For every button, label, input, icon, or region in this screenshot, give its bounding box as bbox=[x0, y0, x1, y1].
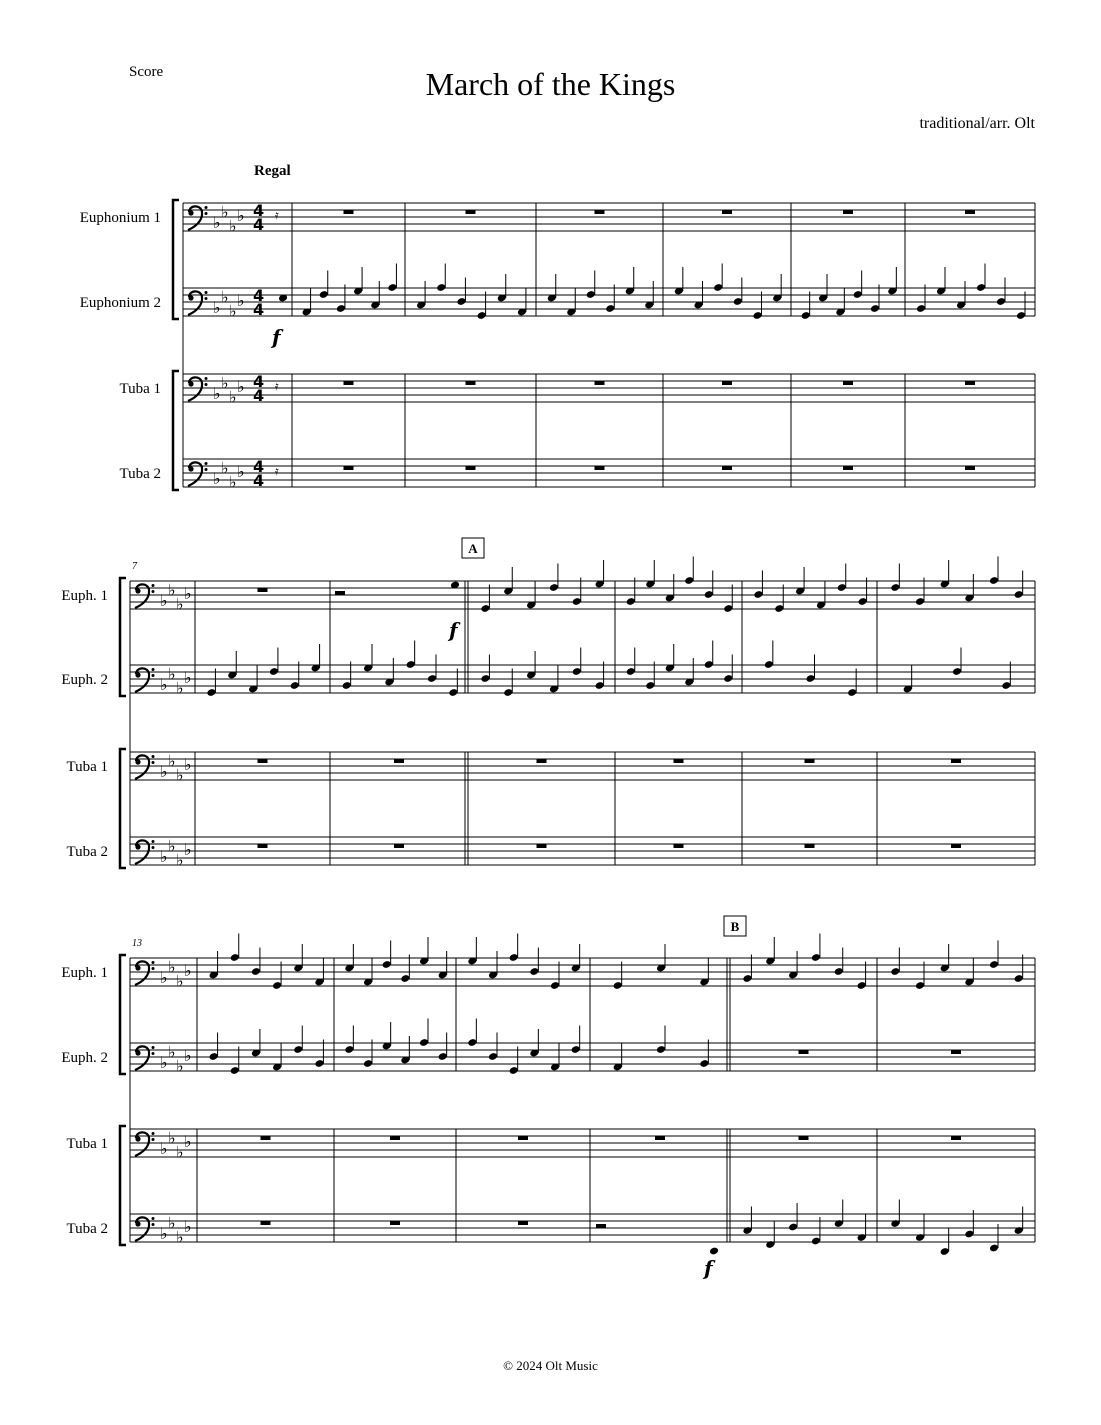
flat-icon: ♭ bbox=[221, 202, 229, 222]
flat-icon: ♭ bbox=[184, 961, 192, 980]
instrument-label: Euph. 1 bbox=[61, 588, 108, 604]
flat-icon: ♭ bbox=[184, 755, 192, 774]
whole-rest-icon bbox=[951, 1050, 961, 1054]
bass-clef-dot bbox=[152, 674, 155, 677]
bass-clef-dot bbox=[205, 462, 208, 465]
flat-icon: ♭ bbox=[176, 765, 184, 785]
flat-icon: ♭ bbox=[184, 840, 192, 859]
whole-rest-icon bbox=[843, 381, 853, 385]
flat-icon: ♭ bbox=[184, 668, 192, 687]
time-signature-numerator: 4 bbox=[253, 372, 265, 391]
copyright-footer: © 2024 Olt Music bbox=[503, 1358, 598, 1373]
whole-rest-icon bbox=[595, 466, 605, 470]
instrument-label: Euphonium 1 bbox=[79, 210, 161, 226]
flat-icon: ♭ bbox=[229, 301, 237, 321]
whole-rest-icon bbox=[261, 1136, 271, 1140]
whole-rest-icon bbox=[344, 210, 354, 214]
flat-icon: ♭ bbox=[168, 1213, 176, 1233]
flat-icon: ♭ bbox=[168, 580, 176, 600]
time-signature-denominator: 4 bbox=[253, 300, 265, 319]
dynamic-marking: f bbox=[449, 618, 458, 642]
bass-clef-dot bbox=[188, 381, 193, 386]
whole-rest-icon bbox=[466, 466, 476, 470]
flat-icon: ♭ bbox=[168, 664, 176, 684]
whole-rest-icon bbox=[466, 381, 476, 385]
whole-rest-icon bbox=[965, 210, 975, 214]
half-rest-icon bbox=[335, 591, 345, 595]
bass-clef-dot bbox=[205, 377, 208, 380]
whole-rest-icon bbox=[655, 1136, 665, 1140]
time-signature-numerator: 4 bbox=[253, 457, 265, 476]
whole-rest-icon bbox=[258, 844, 268, 848]
bass-clef-dot bbox=[135, 1050, 140, 1055]
bass-clef-dot bbox=[152, 1046, 155, 1049]
tuba-bracket bbox=[120, 1126, 126, 1245]
flat-icon: ♭ bbox=[176, 678, 184, 698]
instrument-label: Tuba 1 bbox=[119, 381, 161, 397]
flat-icon: ♭ bbox=[176, 1056, 184, 1076]
flat-icon: ♭ bbox=[213, 469, 221, 488]
sixteenth-rest-icon: 𝄿 bbox=[275, 464, 279, 478]
whole-rest-icon bbox=[595, 210, 605, 214]
bass-clef-dot bbox=[152, 584, 155, 587]
bass-clef-dot bbox=[188, 295, 193, 300]
flat-icon: ♭ bbox=[160, 591, 168, 610]
flat-icon: ♭ bbox=[176, 850, 184, 870]
bass-clef-dot bbox=[152, 668, 155, 671]
instrument-label: Tuba 2 bbox=[66, 1221, 108, 1237]
bass-clef-dot bbox=[135, 759, 140, 764]
flat-icon: ♭ bbox=[160, 1224, 168, 1243]
rehearsal-mark: A bbox=[468, 541, 478, 556]
euphonium-bracket bbox=[120, 955, 126, 1074]
flat-icon: ♭ bbox=[168, 751, 176, 771]
bass-clef-dot bbox=[152, 755, 155, 758]
bass-clef-dot bbox=[152, 1138, 155, 1141]
arranger-credit: traditional/arr. Olt bbox=[919, 115, 1035, 132]
flat-icon: ♭ bbox=[237, 462, 245, 481]
whole-rest-icon bbox=[722, 466, 732, 470]
whole-rest-icon bbox=[261, 1221, 271, 1225]
bass-clef-dot bbox=[188, 466, 193, 471]
flat-icon: ♭ bbox=[213, 298, 221, 317]
flat-icon: ♭ bbox=[229, 387, 237, 407]
flat-icon: ♭ bbox=[176, 594, 184, 614]
bass-clef-dot bbox=[152, 1052, 155, 1055]
bass-clef-dot bbox=[205, 291, 208, 294]
whole-rest-icon bbox=[390, 1221, 400, 1225]
bass-clef-dot bbox=[152, 761, 155, 764]
euphonium-bracket bbox=[173, 200, 179, 319]
whole-rest-icon bbox=[674, 759, 684, 763]
bass-clef-dot bbox=[152, 846, 155, 849]
flat-icon: ♭ bbox=[160, 1139, 168, 1158]
rehearsal-mark: B bbox=[730, 919, 740, 934]
score-label: Score bbox=[129, 64, 164, 80]
time-signature-numerator: 4 bbox=[253, 286, 265, 305]
whole-rest-icon bbox=[722, 381, 732, 385]
flat-icon: ♭ bbox=[184, 1046, 192, 1065]
whole-rest-icon bbox=[951, 1136, 961, 1140]
whole-rest-icon bbox=[344, 381, 354, 385]
flat-icon: ♭ bbox=[168, 1042, 176, 1062]
bass-clef-dot bbox=[135, 844, 140, 849]
whole-rest-icon bbox=[722, 210, 732, 214]
whole-rest-icon bbox=[965, 381, 975, 385]
bass-clef-dot bbox=[135, 965, 140, 970]
instrument-label: Euph. 2 bbox=[61, 672, 108, 688]
bass-clef-dot bbox=[152, 840, 155, 843]
flat-icon: ♭ bbox=[229, 216, 237, 236]
tuba-bracket bbox=[173, 371, 179, 490]
whole-rest-icon bbox=[595, 381, 605, 385]
flat-icon: ♭ bbox=[184, 1217, 192, 1236]
flat-icon: ♭ bbox=[221, 287, 229, 307]
flat-icon: ♭ bbox=[184, 584, 192, 603]
whole-rest-icon bbox=[951, 759, 961, 763]
euphonium-bracket bbox=[120, 578, 126, 696]
whole-rest-icon bbox=[799, 1136, 809, 1140]
instrument-label: Tuba 1 bbox=[66, 759, 108, 775]
dynamic-marking: f bbox=[272, 325, 281, 349]
flat-icon: ♭ bbox=[229, 472, 237, 492]
time-signature-denominator: 4 bbox=[253, 215, 265, 234]
whole-rest-icon bbox=[537, 759, 547, 763]
bass-clef-dot bbox=[152, 590, 155, 593]
bass-clef-dot bbox=[152, 1132, 155, 1135]
sixteenth-rest-icon: 𝄿 bbox=[275, 379, 279, 393]
whole-rest-icon bbox=[805, 759, 815, 763]
bass-clef-dot bbox=[152, 967, 155, 970]
flat-icon: ♭ bbox=[168, 836, 176, 856]
whole-rest-icon bbox=[951, 844, 961, 848]
flat-icon: ♭ bbox=[168, 957, 176, 977]
whole-rest-icon bbox=[518, 1136, 528, 1140]
whole-rest-icon bbox=[518, 1221, 528, 1225]
flat-icon: ♭ bbox=[221, 373, 229, 393]
whole-rest-icon bbox=[843, 466, 853, 470]
whole-rest-icon bbox=[466, 210, 476, 214]
instrument-label: Euphonium 2 bbox=[79, 295, 161, 311]
whole-rest-icon bbox=[843, 210, 853, 214]
bass-clef-dot bbox=[135, 1221, 140, 1226]
instrument-label: Euph. 2 bbox=[61, 1050, 108, 1066]
bass-clef-dot bbox=[135, 672, 140, 677]
whole-rest-icon bbox=[390, 1136, 400, 1140]
instrument-label: Tuba 2 bbox=[119, 466, 161, 482]
whole-rest-icon bbox=[805, 844, 815, 848]
bass-clef-dot bbox=[205, 206, 208, 209]
bass-clef-dot bbox=[152, 1223, 155, 1226]
flat-icon: ♭ bbox=[237, 206, 245, 225]
flat-icon: ♭ bbox=[160, 968, 168, 987]
bass-clef-dot bbox=[205, 212, 208, 215]
instrument-label: Euph. 1 bbox=[61, 965, 108, 981]
bass-clef-dot bbox=[188, 210, 193, 215]
page-title: March of the Kings bbox=[425, 66, 676, 102]
instrument-label: Tuba 1 bbox=[66, 1136, 108, 1152]
time-signature-numerator: 4 bbox=[253, 201, 265, 220]
instrument-label: Tuba 2 bbox=[66, 844, 108, 860]
measure-number: 7 bbox=[132, 561, 137, 572]
time-signature-denominator: 4 bbox=[253, 471, 265, 490]
flat-icon: ♭ bbox=[213, 384, 221, 403]
tempo-marking: Regal bbox=[254, 163, 291, 179]
time-signature-denominator: 4 bbox=[253, 386, 265, 405]
flat-icon: ♭ bbox=[168, 1128, 176, 1148]
flat-icon: ♭ bbox=[213, 213, 221, 232]
whole-rest-icon bbox=[674, 844, 684, 848]
half-rest-icon bbox=[596, 1224, 606, 1228]
bass-clef-dot bbox=[205, 297, 208, 300]
flat-icon: ♭ bbox=[176, 1142, 184, 1162]
measure-number: 13 bbox=[132, 938, 142, 949]
flat-icon: ♭ bbox=[237, 291, 245, 310]
flat-icon: ♭ bbox=[160, 847, 168, 866]
whole-rest-icon bbox=[965, 466, 975, 470]
sixteenth-rest-icon: 𝄿 bbox=[275, 208, 279, 222]
note-head bbox=[709, 1247, 719, 1256]
whole-rest-icon bbox=[394, 759, 404, 763]
flat-icon: ♭ bbox=[176, 1227, 184, 1247]
whole-rest-icon bbox=[537, 844, 547, 848]
bass-clef-dot bbox=[205, 468, 208, 471]
bass-clef-dot bbox=[135, 1136, 140, 1141]
flat-icon: ♭ bbox=[160, 762, 168, 781]
flat-icon: ♭ bbox=[176, 971, 184, 991]
flat-icon: ♭ bbox=[160, 1053, 168, 1072]
dynamic-marking: f bbox=[704, 1256, 713, 1280]
bass-clef-dot bbox=[152, 1217, 155, 1220]
whole-rest-icon bbox=[258, 588, 268, 592]
flat-icon: ♭ bbox=[160, 675, 168, 694]
whole-rest-icon bbox=[344, 466, 354, 470]
flat-icon: ♭ bbox=[221, 458, 229, 478]
bass-clef-dot bbox=[152, 961, 155, 964]
whole-rest-icon bbox=[799, 1050, 809, 1054]
bass-clef-dot bbox=[205, 383, 208, 386]
whole-rest-icon bbox=[258, 759, 268, 763]
bass-clef-dot bbox=[135, 588, 140, 593]
flat-icon: ♭ bbox=[237, 377, 245, 396]
whole-rest-icon bbox=[394, 844, 404, 848]
flat-icon: ♭ bbox=[184, 1132, 192, 1151]
tuba-bracket bbox=[120, 749, 126, 868]
